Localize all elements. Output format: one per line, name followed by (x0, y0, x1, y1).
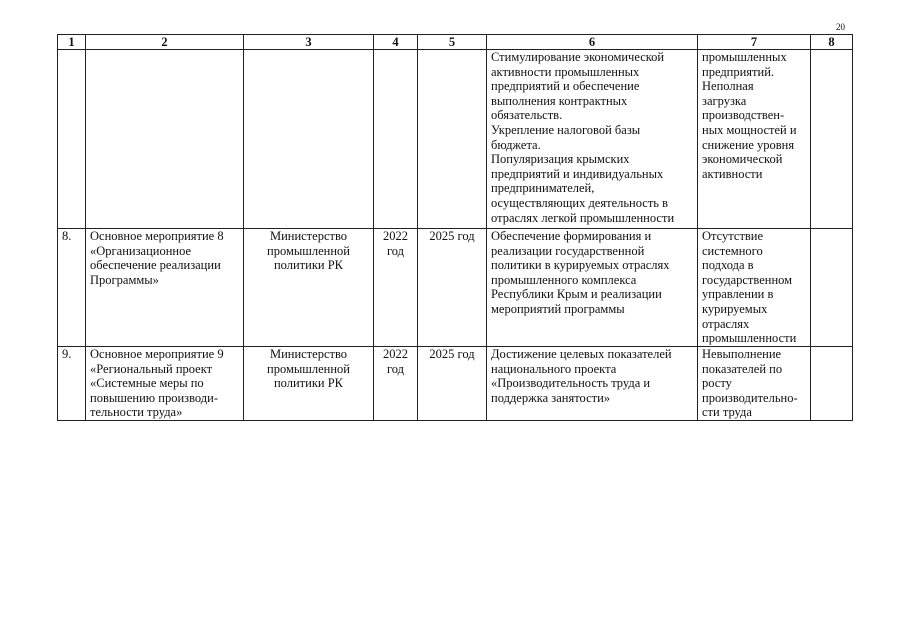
col-header-7: 7 (698, 35, 811, 50)
cell-note (811, 229, 853, 347)
col-header-3: 3 (244, 35, 374, 50)
cell-consequences: Отсутствие системного подхода в государственном управлении в курируемых отраслях промышленности (698, 229, 811, 347)
cell-note (811, 50, 853, 229)
cell-start: 2022 год (374, 347, 418, 421)
cell-executor: Министерство промышленной политики РК (244, 229, 374, 347)
page-number: 20 (836, 22, 845, 32)
table-row-continuation (58, 50, 853, 229)
cell-note (811, 347, 853, 421)
cell-end: 2025 год (418, 347, 487, 421)
cell-activity: Основное мероприятие 9 «Региональный проект «Системные меры по повышению производи- тельности труда» (86, 347, 244, 421)
cell-start (374, 50, 418, 229)
col-header-5: 5 (418, 35, 487, 50)
cell-num: 9. (58, 347, 86, 421)
cell-num: 8. (58, 229, 86, 347)
cell-activity (86, 50, 244, 229)
header-row (58, 35, 853, 50)
col-header-1: 1 (58, 35, 86, 50)
cell-activity: Основное мероприятие 8 «Организационное обеспечение реализации Программы» (86, 229, 244, 347)
table-row-9 (58, 347, 853, 421)
cell-result: Обеспечение формирования и реализации государственной политики в курируемых отраслях промышленного комплекса Республики Крым и реализации мероприятий программы (487, 229, 698, 347)
cell-start: 2022 год (374, 229, 418, 347)
col-header-4: 4 (374, 35, 418, 50)
cell-executor (244, 50, 374, 229)
table-row-8 (58, 229, 853, 347)
cell-consequences: Невыполнение показателей по росту производительно- сти труда (698, 347, 811, 421)
cell-executor: Министерство промышленной политики РК (244, 347, 374, 421)
col-header-8: 8 (811, 35, 853, 50)
cell-result: Достижение целевых показателей национального проекта «Производительность труда и поддержка занятости» (487, 347, 698, 421)
cell-end (418, 50, 487, 229)
cell-consequences: промышленных предприятий. Неполная загрузка производствен- ных мощностей и снижение уровня экономической активности (698, 50, 811, 229)
program-measures-table (57, 34, 853, 421)
cell-end: 2025 год (418, 229, 487, 347)
cell-num (58, 50, 86, 229)
col-header-2: 2 (86, 35, 244, 50)
cell-result: Стимулирование экономической активности промышленных предприятий и обеспечение выполнения контрактных обязательств. Укрепление налоговой базы бюджета. Популяризация крымских предприятий и индивидуальных предпринимателей, осуществляющих деятельность в отраслях легкой промышленности (487, 50, 698, 229)
col-header-6: 6 (487, 35, 698, 50)
